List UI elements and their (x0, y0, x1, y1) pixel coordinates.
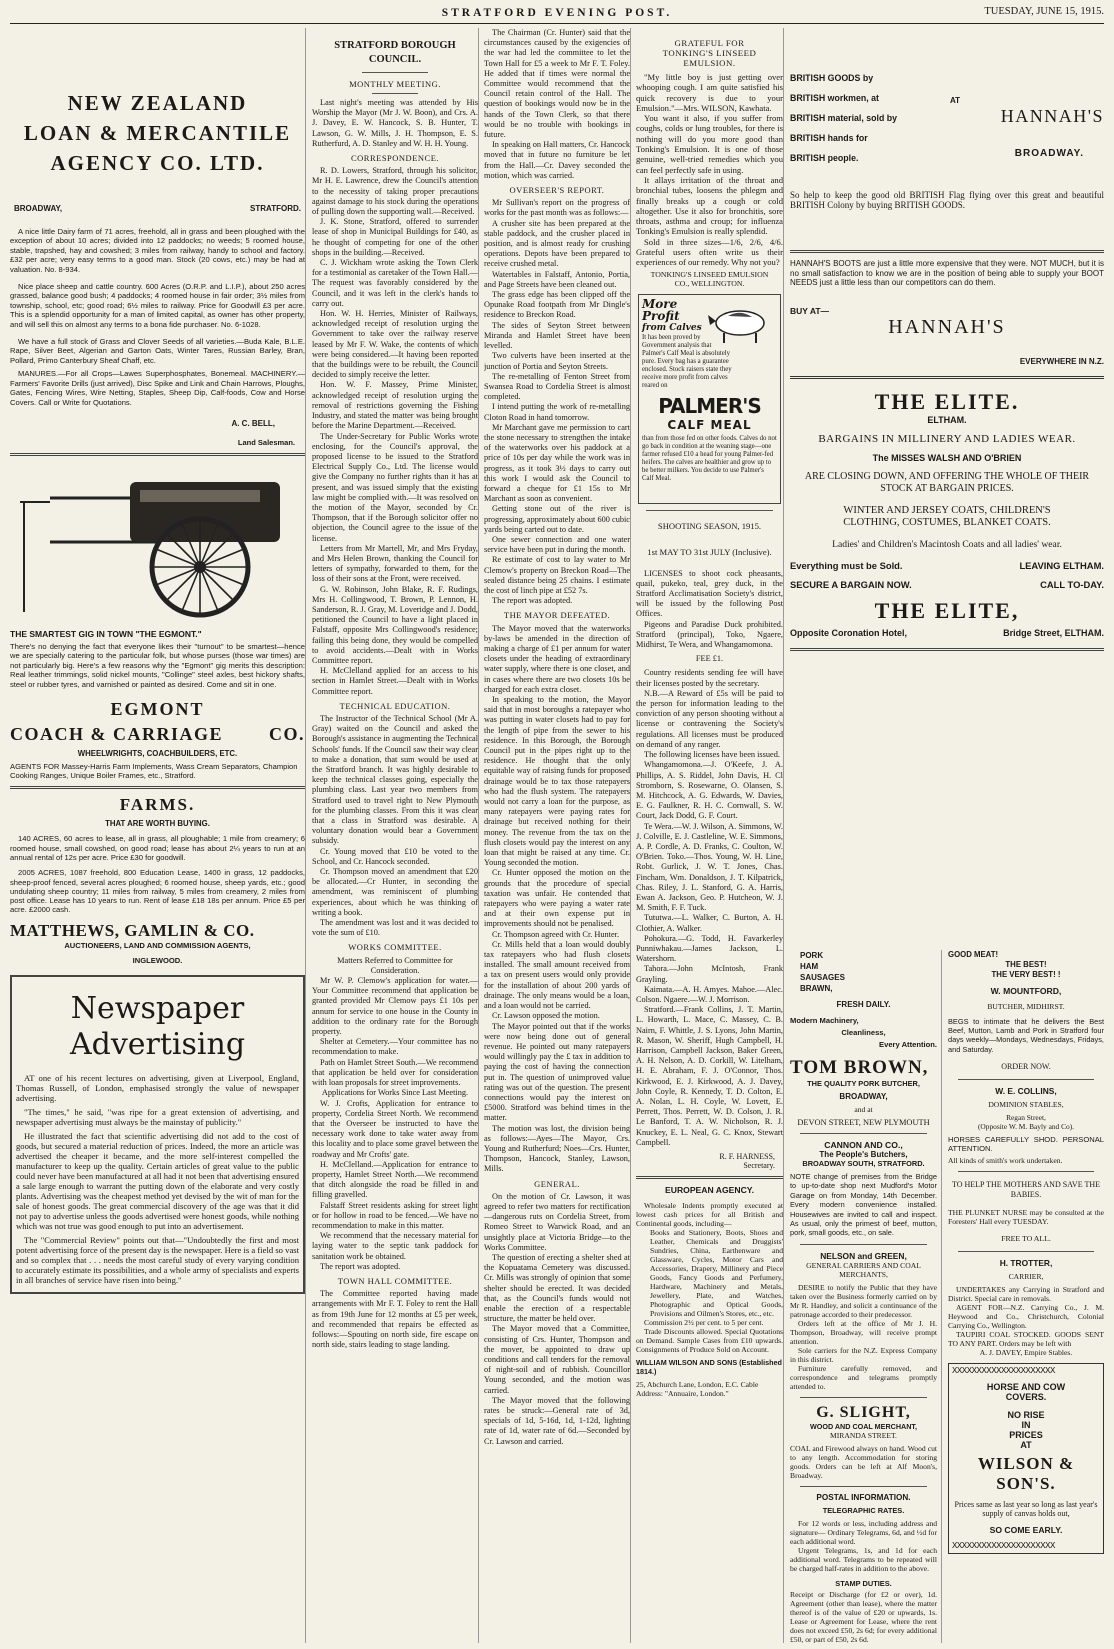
slight-subtitle: WOOD AND COAL MERCHANT, (809, 1421, 917, 1431)
slight-body: COAL and Firewood always on hand. Wood cut to any length. Accommodation for storing goods. Orders can be left at Alf Moon's, Broadway. (790, 1443, 937, 1480)
slight-address: MIRANDA STREET. (830, 1430, 897, 1440)
paragraph: Getting stone out of the river is progressing, approximately about 600 cubic yards being carted out to date. (484, 504, 630, 534)
paragraph: AT one of his recent lectures on advertising, given at Liverpool, England, Thomas Russell, of London, emphasised strongly the value of newspaper advertising. (16, 1072, 299, 1103)
paragraph: We have a full stock of Grass and Clover Seeds of all varieties.—Buda Kale, B.L.E. Rape, Silver Beet, Algerian and Garton Oats, Winter Tares, Russian Barley, Bran, Pollard, Primo Canterbury Sheaf Chaff, etc. (10, 337, 305, 365)
plunket-body: THE PLUNKET NURSE may be consulted at the Foresters' Hall every TUESDAY. (948, 1207, 1104, 1226)
paragraph: Stratford.—Frank Collins, J. T. Martin, L. Howarth, L. Mace, C. Massey, C. B. Nairn, F. Whittle, J. S. Lyons, John Martin, R. Mason, W. Sheriff, Hugh Campbell, H. Harrison, Campbell Jackson, Baker Green, A. H. Nelson, A. D. Corkill, W. Litelham, H. E. Abraham, F. J. O'Connor, Thos. Kirkwood, E. J. Kirkwood, A. J. Davey, John Coyle, R. Kennedy, T. D. Colton, E. A. Nolan, L. H. Coyle, W. Lovett, E. Perrett, Thos. Perrett, W. D. Colson, J. R. Le Banford, T. A. W. Nicholson, R. J. Knuckey, E. L. Neal, G. C. Knox, Stewart Campbell. (636, 1005, 783, 1147)
farm-listing: 2005 ACRES, 1087 freehold, 800 Education Lease, 1400 in grass, 12 paddocks, sheep-proof fenced, several acres ploughed; 6 roomed house, sheep yards, etc.; good undulating sheep country; 11 miles from railway, 5 miles from creamery, 2 miles from post office. Lease has 10 years to run. Rent of lease £18 18s per annum. Price £5 per acre. £2000 cash. (10, 868, 305, 915)
paragraph: H. McClelland.—Application for entrance to property, Hamlet Street North.—We recommend that ditch alongside the road be filled in and filling gravelled. (312, 1159, 478, 1200)
ad-line: Cleanliness, (841, 1028, 886, 1037)
elite-line: BARGAINS IN MILLINERY AND LADIES WEAR. (818, 432, 1076, 445)
elite-line: Everything must be Sold. (790, 559, 903, 571)
collins-address: Regan Street, (1006, 1112, 1046, 1122)
calf-text: than from those fed on other foods. Calves do not go back in condition at the weaning stage—one farmer refused £10 a head for young Palmer-fed heifers. The calves are healthier and grow up to be better milkers. You decide to use Palmer's Calf Meal. (642, 434, 777, 482)
paragraph: The Committee reported having made arrangements with Mr F. T. Foley to rent the Hall as from 19th June for 12 months at £5 per week, and recommended that repairs be effected as follows:—Spouting on north side, fire escape on north side, stairs leading to stage landing. (312, 1289, 478, 1350)
paragraph: Cr. Young moved that £10 be voted to the School, and Cr. Hancock seconded. (312, 846, 478, 866)
stamp-duties-body: Receipt or Discharge (for £2 or over), 1d. Agreement (other than lease), where the matter thereof is of the value of £20 or upwards, 1s. Lease or Agreement for Lease, where the rent does not exceed £50, 2s 6d; for every additional £50, or part of £50, 2s 6d. (790, 1589, 937, 1643)
divider (362, 72, 428, 73)
address-right: STRATFORD. (250, 204, 301, 213)
paragraph: A nice little Dairy farm of 71 acres, freehold, all in grass and been ploughed with the exception of about 10 acres; divided into 12 paddocks; no weeds; 5 roomed house, stable, trapshed, hay and cowshed; 3 miles from railway, handy to school and factory. £32 per acre; very easy terms to a good man. Stock (20 cows, etc.) may be had at valuation. No. 8-934. (10, 227, 305, 274)
nz-title-line: AGENCY CO. LTD. (50, 151, 265, 175)
paragraph: Letters from Mr Martell, Mr, and Mrs Fryday, and Mrs Helen Brown, thanking the Council for letters of sympathy, forwarded to them, for the loss of their sons at the Front, were received. (312, 543, 478, 584)
divider (790, 250, 1104, 253)
paragraph: Kaimata.—A. H. Amyes. Mahoe.—Alec. Colson. Ngaere.—W. J. Morrison. (636, 984, 783, 1004)
paragraph: R. D. Lowers, Stratford, through his solicitor, Mr H. E. Lawrence, drew the Council's attention to the necessity of taking proper precautions against damage to his stock during the operations of pulling down the supporting wall.—Received. (312, 166, 478, 217)
paragraph: The motion was lost, the division being as follows:—Ayes—The Mayor, Crs. Young and Rutherfurd; Noes—Crs. Hunter, Thompson, Hancock, Stanley, Lawson, Mills. (484, 1123, 630, 1174)
calf-headline: More (642, 296, 678, 311)
paragraph: Two culverts have been inserted at the junction of Portia and Seyton Streets. (484, 351, 630, 371)
divider (800, 1486, 927, 1487)
paragraph: A crusher site has been prepared at the stable paddock, and the crusher placed in position, and is almost ready for crushing operations. Depots have been prepared to receive crushed metal. (484, 218, 630, 269)
ad-line: BRITISH workmen, at (790, 93, 879, 103)
egmont-name: COACH & CARRIAGE (10, 723, 223, 744)
calf-meal-label: CALF MEAL (667, 417, 752, 432)
hannahs-boots-body: HANNAH'S BOOTS are just a little more expensive that they were. NOT MUCH, but it is no small satisfaction to know we are in the position of being able to supply your BOOT NEEDS just a little less than our competitors can do them. (790, 259, 1104, 288)
paragraph: One sewer connection and one water service have been put in during the month. (484, 534, 630, 555)
wilson-name: SON'S. (996, 1473, 1056, 1493)
pork-items: PORK HAM SAUSAGES BRAWN, (800, 951, 845, 993)
hannahs-name-large: HANNAH'S (888, 315, 1006, 338)
nz-title-line: LOAN & MERCANTILE (23, 121, 292, 145)
divider (372, 93, 418, 94)
hannahs-body: So help to keep the good old BRITISH Flag flying over this great and beautiful BRITISH Colony by buying BRITISH GOODS. (790, 190, 1104, 210)
covers-body: Prices same as last year so long as last year's supply of canvas holds out, (954, 1499, 1098, 1519)
paragraph: Furniture carefully removed, and correspondence and telegrams promptly attended to. (790, 1363, 937, 1391)
ad-line: BRITISH people. (790, 153, 859, 163)
elite-line: LEAVING ELTHAM. (1019, 559, 1104, 571)
egmont-agents: AGENTS FOR Massey-Harris Farm Implements, Wass Cream Separators, Champion Cooking Ranges, Unique Boiler Frames, etc., Stratford. (10, 761, 298, 781)
shooting-season-title: SHOOTING SEASON, 1915. (657, 520, 762, 531)
ad-headline: TONKING'S LINSEED (662, 48, 757, 58)
elite-line: CALL TO-DAY. (1040, 578, 1104, 590)
calf-icon (706, 301, 776, 345)
fresh-daily: FRESH DAILY. (836, 1000, 891, 1009)
divider (10, 786, 305, 789)
collins-name: W. E. COLLINS, (995, 1085, 1057, 1096)
come-early: SO COME EARLY. (989, 1524, 1063, 1535)
calf-headline: Profit (642, 308, 680, 323)
section-heading: GENERAL. (534, 1178, 580, 1189)
palmers-calf-meal-ad (638, 294, 781, 504)
mountford-name: W. MOUNTFORD, (990, 986, 1062, 996)
paragraph: Mr W. P. Clemow's application for water.—Your Committee recommend that application be granted provided Mr Clemow pays £1 10s per annum for service to one house in the County in addition to the ordinary rate for the Borough property. (312, 976, 478, 1037)
nz-loan-title (10, 88, 305, 178)
cannon-name: CANNON AND CO., (824, 1140, 903, 1150)
ad-line: BRITISH GOODS by (790, 73, 874, 83)
wilson-covers-ad (948, 1363, 1104, 1554)
plunket-free: FREE TO ALL. (1001, 1233, 1051, 1243)
paragraph: The sides of Seyton Street between Miranda and Hamlet Street have been levelled. (484, 320, 630, 351)
section-heading: WORKS COMMITTEE. (348, 942, 442, 953)
paragraph: Cr. Thompson moved an amendment that £20 be allocated.—Cr Hunter, in seconding the amendment, was reminiscent of plumbing experiences, about which he was thinking of writing a book. (312, 867, 478, 917)
hannahs-location: BROADWAY. (1014, 148, 1084, 159)
ad-line: BRITISH material, sold by (790, 113, 898, 123)
wilson-name: WILSON & (977, 1453, 1075, 1473)
license-fee: FEE £1. (695, 654, 724, 664)
paragraph: Cr. Hunter opposed the motion on the grounds that the procedure of special taxation was unfair. He contended that ratepayers who were paying a water rate and at their own expense put in improvements should not be penalised. (484, 868, 630, 929)
paragraph: Path on Hamlet Street South.—We recommend that application be held over for consideration with loan proposals for street improvements. (312, 1057, 478, 1088)
column-5b (948, 950, 1104, 1643)
matthews-town: INGLEWOOD. (132, 955, 183, 965)
issue-date: TUESDAY, JUNE 15, 1915. (984, 6, 1104, 17)
ad-line: IN (1021, 1419, 1031, 1430)
paragraph: TAUPIRI COAL STOCKED. GOODS SENT TO ANY PART. Orders may be left with (948, 1329, 1104, 1348)
paragraph: Cr. Mills held that a loan would doubly tax ratepayers who had flush closets installed. The small amount received from a tax on present users would only provide for the installation of about 200 yards of drainage. The only means would be a loan, and a loan would not be carried. (484, 939, 630, 1011)
paragraph: Shelter at Cemetery.—Your committee has no recommendation to make. (312, 1037, 478, 1057)
tom-brown-branch: DEVON STREET, NEW PLYMOUTH (797, 1118, 930, 1127)
slight-name: G. SLIGHT, (816, 1403, 911, 1421)
collins-subtitle: DOMINION STABLES, (988, 1099, 1064, 1109)
paragraph: UNDERTAKES any Carrying in Stratford and District. Special care in removals. (948, 1284, 1104, 1303)
divider (790, 648, 1104, 651)
title-line: Advertising (69, 1026, 246, 1062)
elite-town: ELTHAM. (927, 414, 967, 425)
cannon-address: BROADWAY SOUTH, STRATFORD. (802, 1159, 925, 1168)
divider (636, 1176, 783, 1179)
paragraph: Te Wera.—W. J. Wilson, A. Simmons, W. J. Colville, E. J. Castleline, W. E. Simmons, A. P. Cordle, A. D. Franks, C. Coulton, W. O'Brien. Toko.—Thos. Young, W. H. Line, Robt. Gurlick, J. W. T. Jones, Chas. Fincham, Wm. Donaldson, J. T. Kilpatrick, Chas. Riley, J. L. Stanford, G. A. Harris, Ewan A. Jackson, Geo. P. Hutcheon, W. J. M. Smith, F. F. Tuck. (636, 821, 783, 913)
egmont-subtitle: WHEELWRIGHTS, COACHBUILDERS, ETC. (77, 748, 238, 758)
european-agency-title: EUROPEAN AGENCY. (665, 1185, 754, 1196)
ad-line: THE BEST! (1005, 960, 1047, 969)
farms-subtitle: THAT ARE WORTH BUYING. (105, 819, 210, 829)
nelson-green-subtitle: GENERAL CARRIERS AND COAL MERCHANTS, (806, 1260, 921, 1279)
divider (958, 1251, 1094, 1252)
paragraph: The Mayor moved that the waterworks by-laws be amended in the direction of making a charge of £1 per annum for water closets under the heading of extraordinary water supply, where there is one closet, and in cases where there are two closets 10s be charged for each extra closet. (484, 623, 630, 694)
paragraph: The re-metalling of Fenton Street from Swansea Road to Cordelia Street is almost completed. (484, 371, 630, 402)
paragraph: You want it also, if you suffer from coughs, colds or lung troubles, for there is nothing will do you more good than Tonking's Emulsion. It is one of those genuine, well-tried remedies which you can feel perfectly safe in using. (636, 113, 783, 175)
paragraph: W. J. Crofts, Application for entrance to property, Cordelia Street North. We recommend that the Overseer be instructed to have the necessary work done to take water away from this locality and to place some gravel between the roadway and Mr Crofts' gate. (312, 1098, 478, 1159)
section-heading: MONTHLY MEETING. (349, 79, 441, 89)
hannahs-name: HANNAH'S (1000, 106, 1104, 126)
collins-body: HORSES CAREFULLY SHOD. PERSONAL ATTENTION. (948, 1134, 1104, 1154)
nz-title-line: NEW ZEALAND (67, 91, 248, 115)
divider (958, 1079, 1094, 1080)
ad-at: AT (950, 96, 961, 105)
egmont-name: CO. (269, 723, 305, 744)
elite-line: WINTER AND JERSEY COATS, CHILDREN'S CLOTHING, COSTUMES, BLANKET COATS. (843, 504, 1051, 528)
gig-heading: THE SMARTEST GIG IN TOWN "THE EGMONT." (10, 628, 202, 639)
mountford-subtitle: BUTCHER, MIDHIRST. (987, 1002, 1065, 1011)
column-1 (10, 28, 306, 1643)
ad-line: THE VERY BEST! ! (991, 970, 1061, 979)
divider (800, 1397, 927, 1398)
trotter-signature: A. J. DAVEY, Empire Stables. (979, 1347, 1073, 1357)
calf-text: It has been proved by Government analysis that Palmer's Calf Meal is absolutely pure. Every bag has a guarantee enclosed. Stock raisers state they receive more profit from calves reared on (642, 333, 732, 389)
hannahs-british-ad (790, 68, 1104, 172)
column-5-lower (790, 950, 1104, 1643)
nz-loan-ad (10, 28, 305, 447)
tom-brown-subtitle: THE QUALITY PORK BUTCHER, (807, 1079, 920, 1088)
paragraph: DESIRE to notify the Public that they have taken over the Business formerly carried on by Mr R. Handley, and solicit a continuance of the patronage accorded to their predecessor. (790, 1282, 937, 1319)
trotter-subtitle: CARRIER, (1008, 1271, 1044, 1281)
paragraph: Pohokura.—G. Todd, H. Favarkerley Punniwhakau.—James Jackson, L. Watershorn. (636, 933, 783, 964)
ad-signature: CO., WELLINGTON. (674, 278, 745, 288)
calf-headline: from Calves (642, 322, 702, 333)
ad-line: Modern Machinery, (790, 1016, 859, 1025)
postal-title: POSTAL INFORMATION. (816, 1492, 911, 1502)
divider (10, 453, 305, 456)
matthews-name: MATTHEWS, GAMLIN & CO. (10, 920, 255, 940)
paragraph: Mr Sullivan's report on the progress of works for the past month was as follows:— (484, 198, 630, 218)
section-heading: TOWN HALL COMMITTEE. (337, 1275, 453, 1286)
paragraph: Tututwa.—L. Walker, C. Burton, A. H. Clothier, A. Walker. (636, 913, 783, 933)
paragraph: The report was adopted. (492, 596, 573, 606)
paragraph: He illustrated the fact that scientific advertising did not add to the cost of goods, but secured a material reduction of prices. Indeed, the more an article was advertised the cheaper it became, and the more self-interest compelled the manufacturer to keep up the quality. Certain articles of great value to the public could never have been manufactured at all had it not been that advertising ensured a sale large enough to warrant the putting down of the elaborate and very costly plants. Advertising was the cheapest method yet devised by the wit of man for the sale of honest goods. The great commercial discovery of the age was that it did not pay to advertise unless the goods advertised were honest goods, while nothing which was not true was good enough to put into an advertisement. (16, 1130, 299, 1231)
address-left: BROADWAY, (14, 204, 63, 213)
paragraph: The "Commercial Review" points out that—"Undoubtedly the first and most potent advertising force of the present day is the newspaper. Here is a field so vast and so complex that . . . needs the most careful study of every varying condition to accurately estimate its possibilities, and a whole army of specialists and experts in all branches of service have risen into being." (16, 1234, 299, 1285)
paragraph: MANURES.—For all Crops—Lawes Superphosphates, Bonemeal. MACHINERY.—Farmers' Favorite Drills (just arrived), Disc Spike and Link and Chain Harrows, Ploughs, Gates, Fencing Wires, Wire Netting, Staples, Sheep Dip, Calf-foods, Cow and Horse Covers. Call or Write for Quotations. (10, 369, 305, 407)
elite-title: THE ELITE, (874, 597, 1020, 623)
section-heading: CORRESPONDENCE. (350, 153, 440, 164)
paragraph: Mr Marchant gave me permission to cart the stone necessary to strengthen the intake of the waterworks over his paddock at a price of 10s per day while the work was in progress, as it took 3½ days to carry out this work I would ask the Council to forward a cheque for £1 15s to Mr Marchant as soon as convenient. (484, 422, 630, 504)
column-5a (790, 950, 942, 1643)
elite-line: The MISSES WALSH AND O'BRIEN (872, 452, 1022, 463)
ad-line: Every Attention. (879, 1040, 937, 1049)
paragraph: On the motion of Cr. Lawson, it was agreed to refer two matters for rectification—dangerous ruts on Cordelia Street, from Romeo Street to Warwick Road, and an unsightly place at Victoria Bridge—to the Works Committee. (484, 1191, 630, 1252)
license-signature: R. F. HARNESS, (719, 1152, 775, 1162)
ad-line: AT (1020, 1439, 1032, 1450)
paragraph: Country residents sending fee will have their licenses posted by the secretary. (636, 668, 783, 688)
paragraph: "The times," he said, "was ripe for a great extension of advertising, and newspaper advertising must always be the mainstay of publicity." (16, 1106, 299, 1127)
paragraph: The Mayor moved that a Committee, consisting of Crs. Hunter, Thompson and the mover, be appointed to draw up conditions and call tenders for the removal of night-soil and of rubbish. Councillor Young seconded, and the motion was carried. (484, 1324, 630, 1395)
mountford-body: BEGS to intimate that he delivers the Best Beef, Mutton, Lamb and Pork in Stratford four days weekly—Mondays, Wednesdays, Fridays, and Saturday. (948, 1017, 1104, 1054)
ad-line: BRITISH hands for (790, 133, 868, 143)
paragraph: The Chairman (Cr. Hunter) said that the circumstances caused by the exigencies of the war had led the committee to let the Town Hall for £5 a week to Mr F. T. Foley. He added that if times were normal the Committee would recommend that the Council retain control of the Hall. The question of bookings would now be in the hands of the Town Clerk, so that there would be no trouble with bookings in future. (484, 28, 630, 140)
ad-line: PRICES (1009, 1429, 1043, 1440)
paragraph: The question of erecting a shelter shed at the Kopuatama Cemetery was discussed. Cr. Mills was strongly of opinion that some shelter should be erected. It was decided that, as the Council's funds would not enable the erection of a respectable structure, the matter be held over. (484, 1252, 630, 1324)
paragraph: Cr. Thompson agreed with Cr. Hunter. (492, 929, 620, 939)
farms-title: FARMS. (119, 795, 196, 815)
paragraph: Last night's meeting was attended by His Worship the Mayor (Mr J. W. Boon), and Crs. A. J. Davey, E. W. Hancock, S. B. Hunter, T. Lawson, G. W. Mills, J. H. Thompson, E. S. Rutherfurd, A. D. Stanley and W. H. H. Young. (312, 98, 478, 148)
paragraph: J. K. Stone, Stratford, offered to surrender lease of shop in Municipal Buildings for £40, as he thought of competing for one of the other shops in the building.—Received. (312, 217, 478, 257)
cannon-body: NOTE change of premises from the Bridge to up-to-date shop next Mudford's Motor Garage on from Monday, 14th December. Every modern convenience installed. Housewives are invited to call and inspect. As usual, only the primest of beef, mutton, pork, small goods, etc., on sale. (790, 1172, 937, 1238)
egmont-name: EGMONT (110, 698, 205, 719)
section-heading: OVERSEER'S REPORT. (509, 185, 605, 196)
paragraph: The amendment was lost and it was decided to vote the sum of £10. (312, 918, 478, 938)
cannon-subtitle: The People's Butchers, (819, 1150, 908, 1159)
paragraph: The following licenses have been issued. (644, 750, 780, 760)
elite-title: THE ELITE. (874, 388, 1020, 414)
column-5 (790, 28, 1104, 950)
paragraph: Hon. W. H. Herries, Minister of Railways, acknowledged receipt of resolution urging the Government to take over the railway reserve leased by Mr F. W. Wake, the contents of which were being considered.—It having been reported that the buildings were to be rebuilt, the Council decided to simply receive the letter. (312, 309, 478, 380)
paragraph: G. W. Robinson, John Blake, R. F. Rudings, Mrs H. Collingwood, T. Brown, P. Lennon, H. Sanderson, R. J. Gray, M. Loveridge and J. Dodd, petitioned the Council to have a light placed in Falstaff, opposite Mrs Collingwood's residence; failing this being done, they would be compelled to avoid accidents.—Dealt with in Works Committee report. (312, 584, 478, 665)
european-agency-signature: WILLIAM WILSON AND SONS (Established 1814.) (636, 1358, 782, 1377)
ad-line: NO RISE (1007, 1409, 1045, 1420)
paragraph: Cr. Lawson opposed the motion. (492, 1011, 600, 1021)
paragraph: I intend putting the work of re-metalling Cloton Road in hand tomorrow. (484, 402, 630, 422)
elite-line: Ladies' and Children's Macintosh Coats and all ladies' wear. (832, 538, 1062, 550)
paragraph: AGENT FOR—N.Z. Carrying Co., J. M. Heywood and Co., Christchurch, Colonial Carrying Co., Wellington. (948, 1302, 1104, 1330)
paragraph: Watertables in Falstaff, Antonio, Portia, and Page Streets have been cleaned out. (484, 269, 630, 289)
paragraph: "My little boy is just getting over whooping cough. I am quite satisfied his quick recovery is due to your Emulsion."—Mrs. WILSON, Kawhata. (636, 72, 783, 113)
paragraph: Sold in three sizes—1/6, 2/6, 4/6. Grateful users often write us their experiences of our remedy. Why not you? (636, 236, 783, 268)
article-headline: COUNCIL. (368, 54, 422, 65)
nz-loan-address (14, 204, 301, 213)
paragraph: Urgent Telegrams, 1s, and 1d for each additional word. Telegrams to be repeated will be charged half-rates in addition to the above. (790, 1545, 937, 1573)
paragraph: C. J. Wickham wrote asking the Town Clerk for a testimonial as caretaker of the Town Hall.—The request was favorably considered by the Council, and it was left in the clerk's hands to carry out. (312, 258, 478, 308)
paragraph: Wholesale Indents promptly executed at lowest cash prices for all British and Continental goods, including— (636, 1201, 783, 1229)
x-border: XXXXXXXXXXXXXXXXXXXXX (952, 1365, 1055, 1376)
paragraph: For 12 words or less, including address and signature— Ordinary Telegrams, 6d, and ½d for each additional word. (790, 1518, 937, 1546)
collins-address: (Opposite W. M. Bayly and Co). (977, 1121, 1075, 1131)
paragraph: H. McClelland applied for an access to his section in Hamlet Street.—Dealt with in Works Committee report. (312, 666, 478, 696)
masthead (10, 4, 1104, 24)
tom-brown-name: TOM BROWN, (790, 1057, 929, 1078)
matthews-subtitle: AUCTIONEERS, LAND AND COMMISSION AGENTS, (64, 940, 251, 950)
newspaper-advertising-title (16, 991, 299, 1063)
elite-address: Opposite Coronation Hotel, (790, 627, 907, 638)
article-headline: STRATFORD BOROUGH (334, 40, 456, 51)
newspaper-title: STRATFORD EVENING POST. (441, 7, 673, 19)
paragraph: The grass edge has been clipped off the Opunake Road footpath from Mr Dingle's residence to Breckon Road. (484, 290, 630, 320)
title-line: Newspaper (70, 990, 245, 1026)
order-now: ORDER NOW. (1001, 1061, 1051, 1071)
and-at: and at (854, 1105, 873, 1114)
license-signature-title: Secretary. (743, 1161, 775, 1171)
postal-subtitle: TELEGRAPHIC RATES. (822, 1505, 905, 1515)
paragraph: Pigeons and Paradise Duck prohibited. Stratford (principal), Toko, Ngaere, Midhirst, Te Wera, and Whangamomona. (636, 619, 783, 650)
plunket-title: TO HELP THE MOTHERS AND SAVE THE BABIES. (951, 1179, 1100, 1199)
covers-title: COVERS. (1005, 1391, 1047, 1402)
buy-at: BUY AT— (790, 305, 830, 316)
ad-headline: GRATEFUL FOR (674, 38, 745, 48)
gig-illustration (10, 462, 305, 622)
paragraph: The Under-Secretary for Public Works wrote enclosing, for the Council's approval, the proposed license to be issued to the Stratford Electrical Supply Co., Ltd. The license would give the Company no further rights than it has at present, and was issued simply that the existing law might be complied with.—It was resolved on the motion of the Mayor, seconded by Cr. Thompson, that if the Borough solicitor offer no objection, the Council agree to the issue of the license. (312, 431, 478, 543)
paragraph: Re estimate of cost to lay water to Mr Clemow's property on Breckon Road—The sealed distance being 25 chains. I estimate the cost of linch pipe at £52 7s. (484, 555, 630, 595)
nz-loan-body (10, 227, 305, 407)
shooting-season-dates: 1st MAY TO 31st JULY (Inclusive). (647, 546, 772, 557)
paragraph: Whangamomona.—J. O'Keefe, J. A. Phillips, A. S. Riddel, John Davis, H. Cl Stromborn, S. Rosewarne, O. Olansen, S. M. Hitchcock, A. G. Edwards, W. Davies, E. G. Faulkner, R. H. C. Cornwall, S. W. Court, Jack Dodd, G. F. Court. (636, 760, 783, 821)
signature: A. C. BELL, (231, 418, 275, 428)
paragraph: N.B.—A Reward of £5s will be paid to the person for information leading to the conviction of any person shooting without a license or contravening the Society's regulations. All licenses must be produced on demand of any ranger. (636, 688, 783, 749)
divider (800, 1133, 927, 1134)
hannahs-everywhere: EVERYWHERE IN N.Z. (1019, 356, 1104, 366)
gig-carriage-icon (10, 462, 306, 622)
tom-brown-location: BROADWAY, (839, 1092, 888, 1101)
column-3 (484, 28, 631, 1643)
egmont-ad (10, 699, 305, 780)
goods-list: Books and Stationery, Boots, Shoes and Leather, Chemicals and Druggists' Sundries, China, Earthenware and Glassware, Cycles, Motor Cars and Accessories, Drapery, Millinery and Piece Goods, Fancy Goods and Perfumery, Hardware, Machinery and Metals, Jewellery, Plate, and Watches, Photographic and Optical Goods, Provisions and Oilmen's Stores, etc., etc. (650, 1228, 783, 1319)
elite-address: Bridge Street, ELTHAM. (1003, 627, 1104, 638)
elite-ad (790, 376, 1104, 651)
paragraph: It allays irritation of the throat and bronchial tubes, loosens the phlegm and finally breaks up a cough or cold altogether. Use it also for bronchitis, sore throats, asthma and croup; for influenza Tonking's Emulsion is really splendid. (636, 174, 783, 237)
paragraph: LICENSES to shoot cock pheasants, quail, pukeko, teal, grey duck, in the Stratford Acclimatisation Society's district, will be issued by the following Post Offices. (636, 568, 783, 619)
ad-headline: EMULSION. (683, 58, 736, 68)
newspaper-advertising-box (10, 975, 305, 1294)
paragraph: Sole carriers for the N.Z. Express Company in this district. (790, 1345, 937, 1364)
subheading: Applications for Works Since Last Meeting. (321, 1088, 469, 1098)
paragraph: Tahora.—John McIntosh, Frank Grayling. (636, 964, 783, 984)
subheading: Matters Referred to Committee for Consideration. (337, 955, 453, 975)
paragraph: Hon. W. F. Massey, Prime Minister, acknowledged receipt of resolution urging the removal of restrictions governing the Fishing Industry, and stated the matter was being brought before the Marine Department.—Received. (312, 380, 478, 431)
palmers-brand: PALMER'S (658, 393, 761, 418)
elite-line: ARE CLOSING DOWN, AND OFFERING THE WHOLE OF THEIR STOCK AT BARGAIN PRICES. (804, 470, 1090, 494)
paragraph: The report was adopted. (320, 1261, 401, 1271)
paragraph: The Mayor pointed out that if the works were now being done out of general revenue. He pointed out many ratepayers would willingly pay the £ tax in addition to paying the cost of having the connection put in. The question of unimproved value rating was out of the question. The present connections would pay the interest on £5000. Stratford was behind times in the matter. (484, 1021, 630, 1123)
divider (958, 1171, 1094, 1172)
divider (646, 510, 773, 511)
farm-listing: 140 ACRES, 60 acres to lease, all in grass, all ploughable; 1 mile from creamery; 6 roomed house, small cowshed, on good road; lease has about 2¼ years to run at an annual rental of 12s per acre. Price £30 for goodwill. (10, 834, 305, 862)
elite-line: SECURE A BARGAIN NOW. (790, 578, 912, 590)
paragraph: In speaking on Hall matters, Cr. Hancock moved that in future no furniture be let from the Hall.—Cr. Davey seconded the motion, which was carried. (484, 140, 630, 180)
covers-title: HORSE AND COW (986, 1381, 1066, 1392)
ad-signature: TONKING'S LINSEED EMULSION (650, 269, 769, 279)
stamp-duties-title: STAMP DUTIES. (835, 1578, 892, 1588)
tonkings-ad (636, 38, 783, 288)
paragraph: Trade Discounts allowed. Special Quotations on Demand. Sample Cases from £10 upwards. Consignments of Produce Sold on Account. (636, 1327, 783, 1355)
collins-body: All kinds of smith's work undertaken. (948, 1155, 1063, 1165)
x-border: XXXXXXXXXXXXXXXXXXXXX (952, 1540, 1055, 1551)
section-heading: THE MAYOR DEFEATED. (503, 610, 611, 621)
ad-line: GOOD MEAT! (948, 950, 999, 959)
paragraph: Orders left at the office of Mr J. H. Thompson, Broadway, will receive prompt attention. (790, 1318, 937, 1346)
gig-body: There's no denying the fact that everyone likes their "turnout" to be smartest—hence we are specially catering to the particular folk, but whose purses (those war times) are not particularly big. Here's a few reasons why the "Egmont" gig merits this description: Real leather trimmings, solid nickel mounts, "Collinge" steel axles, best hickory shafts, steel or rubber tyres, and varnished or painted as desired. Come and sit in one. (10, 641, 305, 689)
column-2 (312, 28, 479, 1643)
paragraph: The Instructor of the Technical School (Mr A. Gray) waited on the Council and asked the Borough's assistance in augmenting the Technical Schools' funds. If the Council saw their way clear to make a donation, that sum would be used at the Stratford branch. It was highly desirable to keep the technical classes going, especially the plumbing class. Last year two members from Stratford used to travel right to New Plymouth for the plumbing classes. From this it was clear that a class in Stratford was desirable. A voluntary donation would bear a Government subsidy. (312, 713, 478, 846)
column-4 (636, 28, 784, 1643)
paragraph: Falstaff Street residents asking for street light or for hollow in road to be fenced.—We have no recommendation to make in this matter. (312, 1200, 478, 1230)
farms-ad (10, 795, 305, 964)
divider (800, 1244, 927, 1245)
european-agency-address: 25, Abchurch Lane, London, E.C. Cable Address: "Annuaire, London." (636, 1380, 759, 1399)
paragraph: Commission 2½ per cent. to 5 per cent. (644, 1318, 764, 1328)
paragraph: The Mayor moved that the following rates be struck:—General rate of 3d, specials of 1d, 5-16d, 1d, 1-12d, lighting rate of 1d, water rate of 6d.—Seconded by Cr. Lawson and carried. (484, 1395, 630, 1446)
section-heading: TECHNICAL EDUCATION. (339, 700, 451, 711)
nelson-green-name: NELSON and GREEN, (820, 1250, 907, 1261)
trotter-name: H. TROTTER, (999, 1257, 1053, 1268)
paragraph: We recommend that the necessary material for laying water to the septic tank paddock for sanitation work be obtained. (312, 1231, 478, 1261)
paragraph: Nice place sheep and cattle country. 600 Acres (O.R.P. and L.I.P.), about 250 acres grassed, balance good bush; 4 paddocks; 4 roomed house in fair order; 3½ miles from township, school, etc; good road; 6½ miles to railway. Price for Goodwill £3 per acre. This is a splendid opportunity for a man of limited capital, as owner has other property, and will sell this on almost any terms to a bona fide purchaser. No. 6-1028. (10, 282, 305, 329)
paragraph: In speaking to the motion, the Mayor said that in most boroughs a ratepayer who was putting in water closets had to pay for the length of pipe from the sewer to his residence. In this Borough, the Borough Council put in the pipes right up to the residence. He thought that the only equitable way of raising funds for proposed drainage would be to tax those ratepayers who had the flush system. The ratepayers would not carry a loan for the purpose, as many ratepayers were paying rates for drainage but received nothing for their money. The revenue from the tax on the flush closets would pay the interest on any loan that might be raised at any time. Cr. Young seconded the motion. (484, 695, 630, 868)
signature-title: Land Salesman. (237, 437, 295, 447)
